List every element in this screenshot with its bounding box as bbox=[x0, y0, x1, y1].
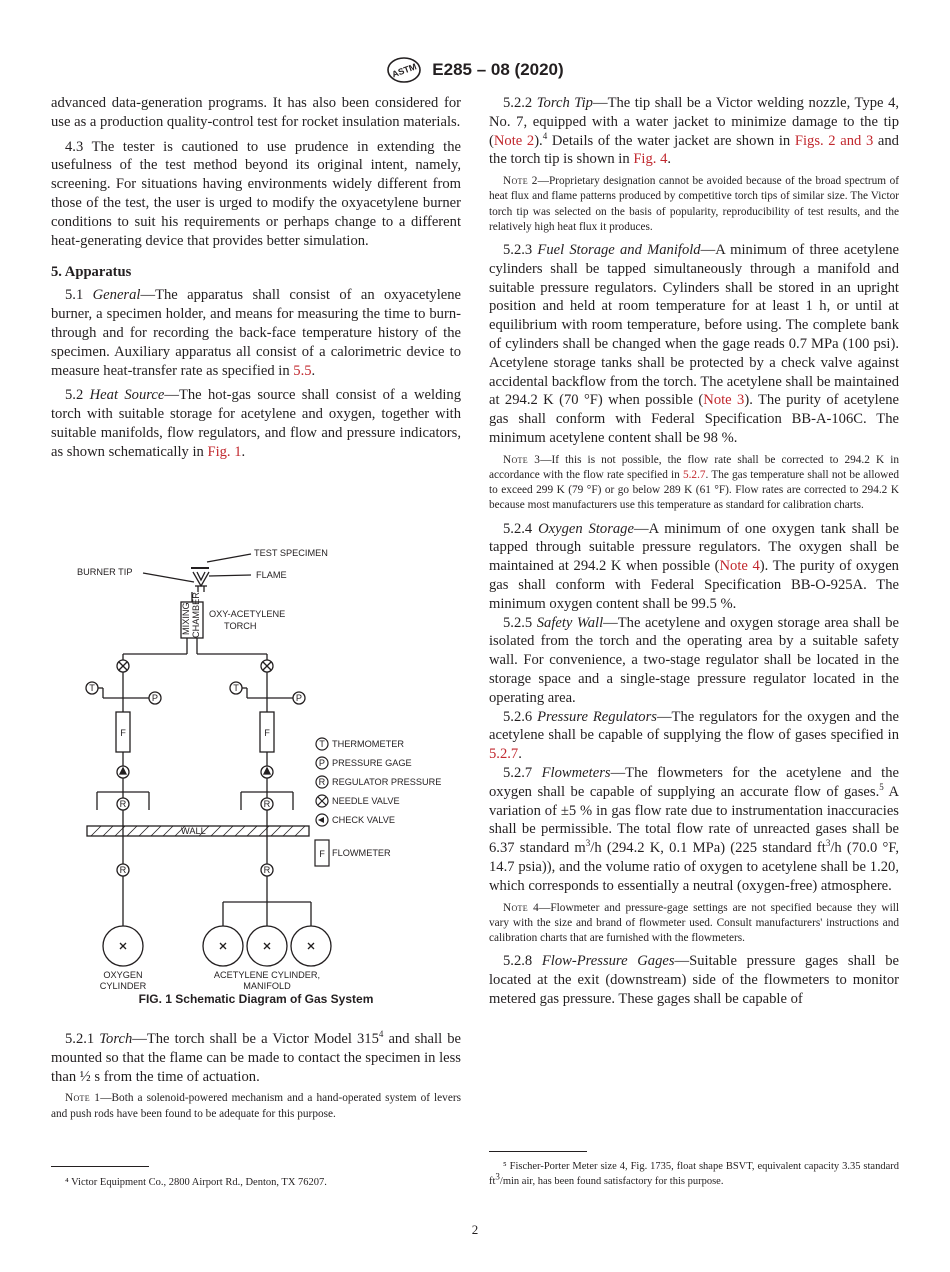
paragraph-4-3: 4.3 The tester is cautioned to use prudence in extending the usefulness of the test method beyond its original intent, namely, screening. For situations having environments widely different from those of the test, the user is urged to modify the oxyacetylene burner conditions to suit his requirements or perhaps change to a different heat-generating device that provides better simulation. bbox=[51, 138, 461, 249]
label-torch-2: TORCH bbox=[224, 621, 257, 631]
paragraph-5-2: 5.2 Heat Source—The hot-gas source shall consist of a welding torch with suitable storage for acetylene and oxygen, together with suitable manifolds, flow regulators, and flow and pressure indicators, as shown schematically in Fig. 1. bbox=[51, 387, 462, 460]
label-oxygen-2: CYLINDER bbox=[99, 981, 147, 991]
section-heading-apparatus: 5. Apparatus bbox=[51, 264, 132, 281]
label-oxygen-1: OXYGEN bbox=[103, 970, 143, 980]
page-number: 2 bbox=[471, 1222, 479, 1237]
designation: E285 – 08 (2020) bbox=[432, 60, 564, 79]
label-torch-1: OXY-ACETYLENE bbox=[209, 609, 286, 619]
svg-text:T: T bbox=[319, 739, 325, 749]
label-acetylene-2: MANIFOLD bbox=[243, 981, 291, 991]
left-column-bottom bbox=[51, 1030, 461, 1128]
svg-text:F: F bbox=[264, 728, 270, 738]
link-fig-1[interactable]: Fig. 1 bbox=[207, 443, 242, 460]
legend-needle-valve: NEEDLE VALVE bbox=[332, 796, 400, 806]
note-1: Note 1—Both a solenoid-powered mechanism and a hand-operated system of levers and push rods have been found to be adequate for this purpose. bbox=[51, 1092, 461, 1120]
legend-regulator: REGULATOR PRESSURE bbox=[332, 777, 442, 787]
svg-text:P: P bbox=[295, 693, 303, 703]
note-4: Note 4—Flowmeter and pressure-gage settings are not specified because they will vary with the size and brand of flowmeter used. Consult manufacturers' instructions and calibration charts that are furnished with the flowmeters. bbox=[489, 901, 899, 944]
link-fig-4[interactable]: Fig. 4 bbox=[633, 151, 668, 168]
label-test-specimen: TEST SPECIMEN bbox=[254, 548, 328, 558]
svg-text:F: F bbox=[120, 728, 126, 738]
svg-text:WALL: WALL bbox=[181, 826, 206, 836]
svg-text:P: P bbox=[318, 758, 326, 768]
paragraph-5-2-2: 5.2.2 Torch Tip—The tip shall be a Victor welding nozzle, Type 4, No. 7, equipped with a water jacket to minimize damage to the tip (Note 2).$^4$ Details of the water jacket are shown in Figs. 2 and 3 and the torch tip is shown in Fig. 4. bbox=[489, 95, 900, 168]
left-column bbox=[51, 94, 461, 462]
link-note-2[interactable]: Note 2 bbox=[493, 132, 535, 149]
svg-text:R: R bbox=[119, 799, 127, 809]
svg-text:R: R bbox=[119, 865, 127, 875]
svg-text:MIXING: MIXING bbox=[181, 602, 191, 635]
paragraph-5-2-7: 5.2.7 Flowmeters—The flowmeters for the acetylene and the oxygen shall be capable of supplying an accurate flow of gases.$^5$ A variation of ±5 % in gas flow rate due to instrumentation inaccuracies shall be permissible. The total flow rate of unreacted gases shall be 6.37 standard $m^3/h$ (294.2 K, 0.1 MPa) (225 standard $ft^3/h$ (70.0 °F, 14.7 psia)), and the volume ratio of oxygen to acetylene shall be 1.20, which corresponds to essentially a neutral (oxygen-free) atmosphere. bbox=[489, 764, 899, 894]
astm-logo-icon bbox=[386, 56, 422, 84]
svg-text:CHAMBER: CHAMBER bbox=[191, 592, 201, 638]
legend-thermometer: THERMOMETER bbox=[332, 739, 404, 749]
label-acetylene-1: ACETYLENE CYLINDER, bbox=[213, 970, 321, 980]
paragraph-5-2-5: 5.2.5 Safety Wall—The acetylene and oxygen storage area shall be isolated from the torch and the operating area by a suitable safety wall. For convenience, a two-stage regulator shall be located in the storage space and a single-stage pressure regulator located in the operating area. bbox=[489, 614, 900, 706]
paragraph-5-2-1: 5.2.1 Torch—The torch shall be a Victor Model $315^4$ and shall be mounted so that the flame can be made to contact the specimen in less than ½ s from the time of actuation. bbox=[51, 1029, 461, 1085]
legend-check-valve: CHECK VALVE bbox=[332, 815, 395, 825]
svg-text:ASTM: ASTM bbox=[390, 61, 419, 80]
legend-pressure-gage: PRESSURE GAGE bbox=[332, 758, 412, 768]
link-figs-2-3[interactable]: Figs. 2 and 3 bbox=[794, 132, 874, 149]
svg-text:R: R bbox=[263, 865, 271, 875]
label-flame: FLAME bbox=[256, 570, 287, 580]
figure-1-gas-system bbox=[51, 540, 461, 1010]
footnote-5: ⁵ Fischer-Porter Meter size 4, Fig. 1735, float shape BSVT, equivalent capacity 3.35 standard $ft^3/\min$ air, has been found satisfactory for this purpose. bbox=[489, 1161, 899, 1187]
paragraph-5-1: 5.1 General—The apparatus shall consist of an oxyacetylene burner, a specimen holder, and means for measuring the time to burn-through and for recording the back-face temperature history of the specimen. Auxiliary apparatus all consist of a calorimetric device to measure heat-transfer rate as specified in 5.5. bbox=[51, 287, 462, 379]
note-3: Note 3—If this is not possible, the flow rate shall be corrected to 294.2 K in accordance with the flow rate specified in 5.2.7. The gas temperature shall not be allowed to exceed 299 K (79 °F) or go below 289 K (61 °F). Flow rates are corrected to 294.2 K because most manufacturers use this temperature as standard for calibration charts. bbox=[489, 453, 900, 512]
link-note-3[interactable]: Note 3 bbox=[703, 392, 745, 409]
paragraph-continued: advanced data-generation programs. It has also been considered for use as a production quality-control test for rocket insulation materials. bbox=[51, 95, 461, 130]
svg-text:T: T bbox=[233, 683, 239, 693]
svg-text:T: T bbox=[89, 683, 95, 693]
right-column bbox=[489, 94, 899, 1009]
svg-text:P: P bbox=[151, 693, 159, 703]
link-5-2-7[interactable]: 5.2.7 bbox=[682, 468, 706, 481]
link-note-4[interactable]: Note 4 bbox=[719, 558, 760, 575]
note-2: Note 2—Proprietary designation cannot be avoided because of the broad spectrum of heat flux and flame patterns produced by competitive torch tips of similar size. The Victor torch tip was selected on the basis of popularity, reproducibility of test results, and the relatively high heat flux it produces. bbox=[489, 175, 899, 233]
link-5-2-7[interactable]: 5.2.7 bbox=[489, 746, 519, 763]
legend-flowmeter: FLOWMETER bbox=[332, 848, 391, 858]
page-header bbox=[0, 56, 950, 84]
svg-text:F: F bbox=[319, 849, 325, 859]
paragraph-5-2-4: 5.2.4 Oxygen Storage—A minimum of one oxygen tank shall be tapped through suitable pressure regulators. The oxygen shall be maintained at 294.2 K when possible (Note 4). The purity of oxygen gas shall conform with Federal Specification BB-O-925A. The minimum oxygen content shall be 99.5 %. bbox=[489, 520, 899, 612]
footnote-rule-right bbox=[489, 1151, 587, 1152]
figure-caption: FIG. 1 Schematic Diagram of Gas System bbox=[138, 992, 374, 1006]
paragraph-5-2-8: 5.2.8 Flow-Pressure Gages—Suitable pressure gages shall be located at the exit (downstream) side of the flowmeters to monitor metered gas pressure. These gages shall be capable of bbox=[489, 953, 899, 1007]
gas-system-schematic bbox=[51, 540, 461, 1000]
link-5-5[interactable]: 5.5 bbox=[293, 362, 312, 379]
footnote-rule-left bbox=[51, 1166, 149, 1167]
svg-text:R: R bbox=[263, 799, 271, 809]
paragraph-5-2-3: 5.2.3 Fuel Storage and Manifold—A minimum of three acetylene cylinders shall be tapped simultaneously through a manifold and suitable pressure regulators. Cylinders shall be stored in an upright position and held at room temperature for at least 1 h, or until at equilibrium with room temperature, before using. The complete bank of cylinders shall be changed when the gage reads 0.7 MPa (100 psi). Acetylene storage tanks shall be protected by a check valve against accidental backflow from the torch. The acetylene shall be maintained at 294.2 K (70 °F) when possible (Note 3). The purity of acetylene gas shall conform with Federal Specification BB-A-106C. The minimum acetylene content shall be 98 %. bbox=[489, 242, 899, 446]
label-burner-tip: BURNER TIP bbox=[77, 567, 133, 577]
svg-text:R: R bbox=[318, 777, 326, 787]
footnote-4: ⁴ Victor Equipment Co., 2800 Airport Rd., Denton, TX 76207. bbox=[65, 1177, 327, 1188]
paragraph-5-2-6: 5.2.6 Pressure Regulators—The regulators for the oxygen and the acetylene shall be capable of supplying the flow of gases specified in 5.2.7. bbox=[489, 708, 900, 763]
